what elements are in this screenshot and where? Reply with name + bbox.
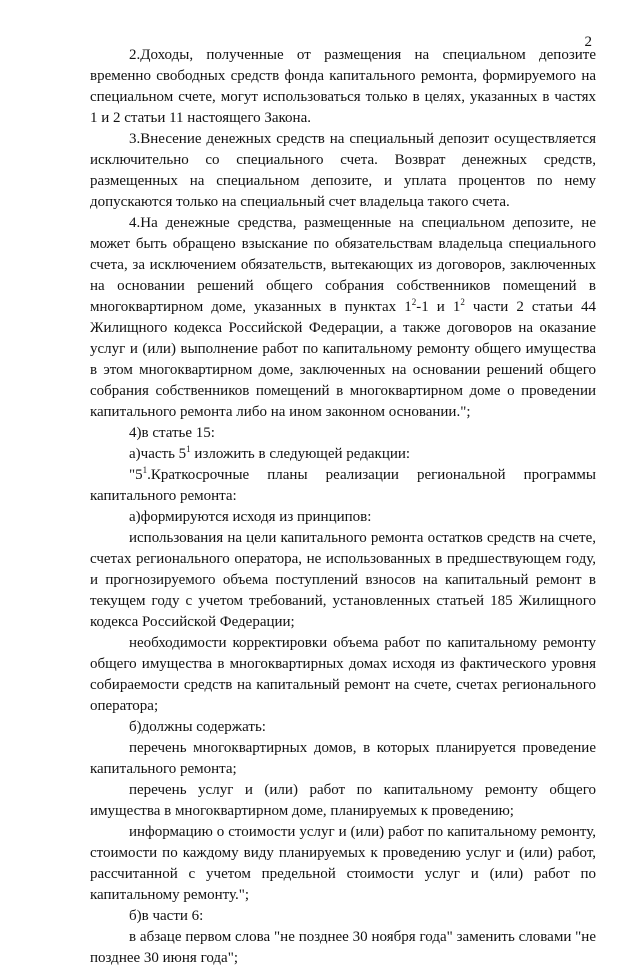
paragraph-text: а)часть 5 (129, 446, 187, 462)
paragraph-text: .Краткосрочные планы реализации региональной программы капитального ремонта: (90, 467, 596, 504)
paragraph-text: б)в части 6: (129, 908, 204, 924)
paragraph-text: в абзаце первом слова "не позднее 30 ноября года" заменить словами "не позднее 30 июня года"; (90, 929, 596, 966)
superscript: 2 (460, 297, 465, 307)
paragraph-text: части 2 статьи 44 Жилищного кодекса Российской Федерации, а также договоров на оказание услуг и (или) выполнение работ по капитальному ремонту общего имущества в этом многоквартирном доме, заключенных на основании решений общего собрания собственников помещений в многоквартирном доме о проведении капитального ремонта либо на ином законном основании."; (90, 299, 596, 420)
paragraph-text: необходимости корректировки объема работ по капитальному ремонту общего имущества в многоквартирных домах исходя из фактического уровня собираемости средств на капитальный ремонт на счете, счетах регионального оператора; (90, 635, 596, 714)
superscript: 1 (186, 444, 191, 454)
paragraph-text: использования на цели капитального ремонта остатков средств на счете, счетах регионального оператора, не использованных в предшествующем году, и прогнозируемого объема поступлений взносов на капитальный ремонт в текущем году с учетом требований, установленных статьей 185 Жилищного кодекса Российской Федерации; (90, 530, 596, 630)
paragraph (90, 738, 596, 780)
paragraph (90, 927, 596, 969)
paragraph-text: -1 и 1 (416, 299, 461, 315)
paragraph (90, 45, 596, 129)
paragraph (90, 213, 596, 423)
paragraph (90, 906, 596, 927)
paragraph-text: перечень услуг и (или) работ по капитальному ремонту общего имущества в многоквартирном доме, планируемых к проведению; (90, 782, 596, 819)
page-number: 2 (584, 34, 592, 50)
paragraph-text: информацию о стоимости услуг и (или) работ по капитальному ремонту, стоимости по каждому виду планируемых к проведению услуг и (или) работ, рассчитанной с учетом предельной стоимости услуг и (или) работ по капитальному ремонту."; (90, 824, 596, 903)
paragraph (90, 507, 596, 528)
paragraph (90, 444, 596, 465)
paragraph-text: а)формируются исходя из принципов: (129, 509, 372, 525)
paragraph-text: 4)в статье 15: (129, 425, 215, 441)
paragraph-text: 4.На денежные средства, размещенные на специальном депозите, не может быть обращено взыскание по обязательствам владельца специального счета, за исключением обязательств, вытекающих из договоров, заключенных на основании решений общего собрания собственников помещений в многоквартирном доме, указанных в пунктах 1 (90, 215, 596, 315)
paragraph-text: перечень многоквартирных домов, в которых планируется проведение капитального ремонта; (90, 740, 596, 777)
superscript: 1 (142, 465, 148, 475)
paragraph-text: 3.Внесение денежных средств на специальный депозит осуществляется исключительно со специального счета. Возврат денежных средств, размещенных на специальном депозите, и уплата процентов по нему допускаются только на специальный счет владельца такого счета. (90, 131, 596, 210)
paragraph (90, 633, 596, 717)
superscript: 2 (411, 297, 417, 307)
paragraph-text: изложить в следующей редакции: (190, 446, 411, 462)
paragraph-text: б)должны содержать: (129, 719, 266, 735)
document-body (90, 45, 596, 969)
paragraph (90, 822, 596, 906)
paragraph (90, 129, 596, 213)
paragraph (90, 780, 596, 822)
paragraph (90, 717, 596, 738)
paragraph-text: "5 (129, 467, 143, 483)
paragraph (90, 528, 596, 633)
paragraph (90, 423, 596, 444)
paragraph-text: 2.Доходы, полученные от размещения на специальном депозите временно свободных средств фонда капитального ремонта, формируемого на специальном счете, могут использоваться только в целях, указанных в частях 1 и 2 статьи 11 настоящего Закона. (90, 47, 596, 126)
paragraph (90, 465, 596, 507)
